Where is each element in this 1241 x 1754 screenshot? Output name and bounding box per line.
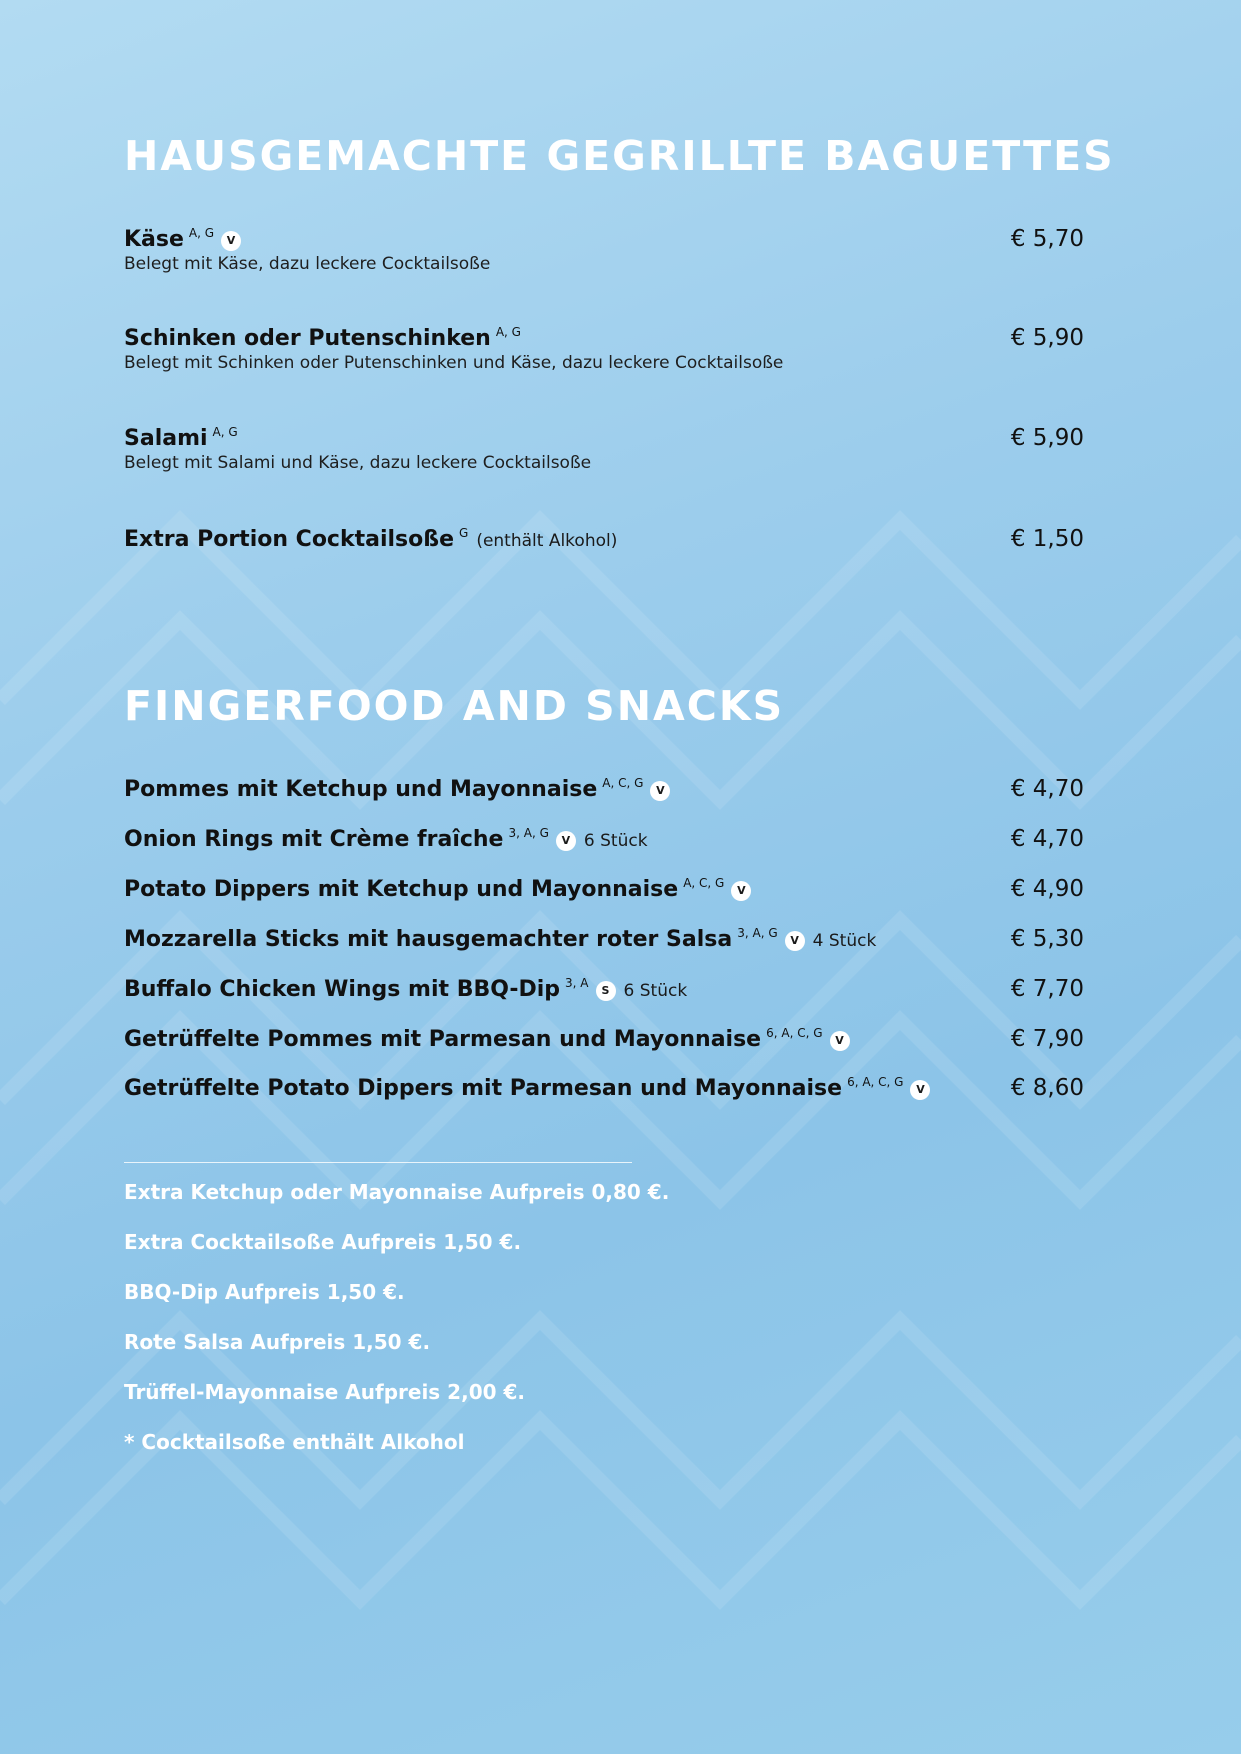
item-price: € 7,90 bbox=[1010, 1026, 1084, 1052]
allergen-codes: A, G bbox=[188, 226, 215, 240]
allergen-codes: 6, A, C, G bbox=[766, 1026, 823, 1040]
item-price: € 5,70 bbox=[1010, 226, 1084, 252]
vegetarian-badge: V bbox=[731, 881, 751, 901]
item-name: Salami bbox=[124, 426, 208, 451]
menu-item bbox=[124, 1026, 1084, 1058]
item-name: Pommes mit Ketchup und Mayonnaise bbox=[124, 777, 598, 802]
item-price: € 5,90 bbox=[1010, 425, 1084, 451]
item-quantity: 6 Stück bbox=[583, 831, 648, 851]
item-name: Potato Dippers mit Ketchup und Mayonnaise bbox=[124, 877, 679, 902]
surcharge-note: Rote Salsa Aufpreis 1,50 €. bbox=[124, 1330, 431, 1354]
menu-item bbox=[124, 926, 1084, 958]
item-name: Mozzarella Sticks mit hausgemachter roter Salsa bbox=[124, 927, 733, 952]
surcharge-note: Extra Ketchup oder Mayonnaise Aufpreis 0,80 €. bbox=[124, 1180, 670, 1204]
vegetarian-badge: V bbox=[556, 831, 576, 851]
allergen-codes: 3, A, G bbox=[737, 926, 778, 940]
item-price: € 5,90 bbox=[1010, 325, 1084, 351]
item-price: € 8,60 bbox=[1010, 1075, 1084, 1101]
vegetarian-badge: V bbox=[785, 931, 805, 951]
surcharge-note: BBQ-Dip Aufpreis 1,50 €. bbox=[124, 1280, 405, 1304]
item-name: Schinken oder Putenschinken bbox=[124, 326, 491, 351]
menu-item bbox=[124, 325, 1084, 373]
item-price: € 5,30 bbox=[1010, 926, 1084, 952]
menu-item bbox=[124, 526, 1084, 558]
item-description: Belegt mit Salami und Käse, dazu leckere Cocktailsoße bbox=[124, 453, 592, 473]
menu-item bbox=[124, 826, 1084, 858]
menu-item bbox=[124, 976, 1084, 1008]
allergen-codes: 6, A, C, G bbox=[847, 1075, 904, 1089]
item-description: Belegt mit Schinken oder Putenschinken und Käse, dazu leckere Cocktailsoße bbox=[124, 353, 784, 373]
item-extra-note: (enthält Alkohol) bbox=[476, 531, 618, 551]
alcohol-note: * Cocktailsoße enthält Alkohol bbox=[124, 1430, 465, 1454]
item-price: € 7,70 bbox=[1010, 976, 1084, 1002]
surcharge-note: Trüffel-Mayonnaise Aufpreis 2,00 €. bbox=[124, 1380, 525, 1404]
item-name: Buffalo Chicken Wings mit BBQ-Dip bbox=[124, 977, 561, 1002]
item-description: Belegt mit Käse, dazu leckere Cocktailsoße bbox=[124, 254, 491, 274]
item-name: Getrüffelte Potato Dippers mit Parmesan und Mayonnaise bbox=[124, 1076, 843, 1101]
spicy-badge: S bbox=[596, 981, 616, 1001]
allergen-codes: A, C, G bbox=[683, 876, 725, 890]
vegetarian-badge: V bbox=[910, 1080, 930, 1100]
item-name: Getrüffelte Pommes mit Parmesan und Mayonnaise bbox=[124, 1027, 762, 1052]
vegetarian-badge: V bbox=[650, 781, 670, 801]
item-price: € 4,70 bbox=[1010, 776, 1084, 802]
allergen-codes: 3, A, G bbox=[508, 826, 549, 840]
item-name: Käse bbox=[124, 227, 184, 252]
item-quantity: 4 Stück bbox=[812, 931, 877, 951]
allergen-codes: 3, A bbox=[565, 976, 589, 990]
item-name: Extra Portion Cocktailsoße bbox=[124, 527, 454, 552]
surcharge-note: Extra Cocktailsoße Aufpreis 1,50 €. bbox=[124, 1230, 522, 1254]
item-name: Onion Rings mit Crème fraîche bbox=[124, 827, 504, 852]
notes-divider bbox=[124, 1162, 632, 1163]
vegetarian-badge: V bbox=[221, 231, 241, 251]
menu-item bbox=[124, 876, 1084, 908]
menu-item bbox=[124, 1075, 1084, 1107]
allergen-codes: G bbox=[459, 526, 469, 540]
menu-item bbox=[124, 226, 1084, 274]
item-price: € 4,70 bbox=[1010, 826, 1084, 852]
section-title-baguettes: HAUSGEMACHTE GEGRILLTE BAGUETTES bbox=[124, 132, 1115, 180]
menu-item bbox=[124, 425, 1084, 473]
allergen-codes: A, C, G bbox=[602, 776, 644, 790]
item-price: € 1,50 bbox=[1010, 526, 1084, 552]
allergen-codes: A, G bbox=[495, 325, 521, 339]
vegetarian-badge: V bbox=[830, 1031, 850, 1051]
menu-item bbox=[124, 776, 1084, 808]
allergen-codes: A, G bbox=[212, 425, 238, 439]
item-quantity: 6 Stück bbox=[623, 981, 688, 1001]
item-price: € 4,90 bbox=[1010, 876, 1084, 902]
section-title-fingerfood: FINGERFOOD AND SNACKS bbox=[124, 682, 785, 730]
